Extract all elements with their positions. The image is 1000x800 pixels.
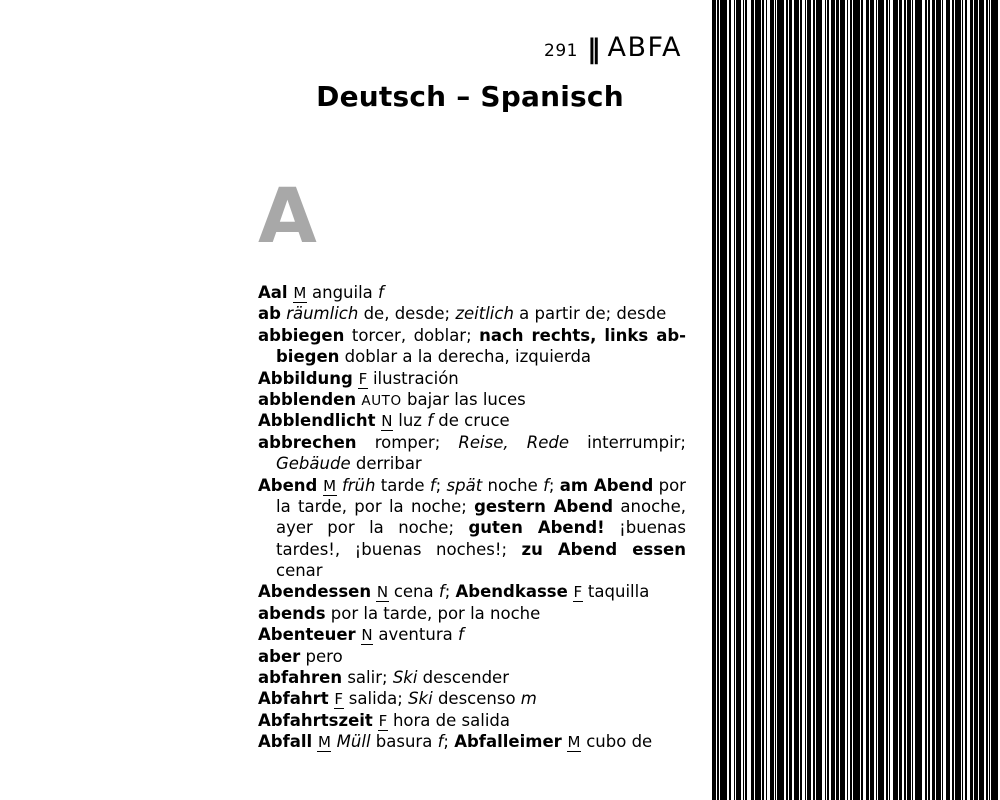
entry-italic-label: f (543, 475, 549, 495)
barcode-bar (786, 0, 788, 800)
barcode-bar (800, 0, 802, 800)
entry-text: de, desde; (358, 304, 456, 324)
entry-text: luz (393, 411, 428, 431)
barcode-bar (876, 0, 877, 800)
gender-marker: N (376, 583, 389, 602)
entry-text: ; (444, 582, 456, 602)
entry-text: interrumpir; (568, 432, 686, 452)
entry-text: ¡buenas tardes!, ¡buenas noches!; (276, 518, 687, 559)
dictionary-entry (258, 368, 686, 389)
entry-headword: Abblendlicht (258, 411, 376, 431)
entry-headword: ab (258, 304, 281, 324)
entry-headword: abends (258, 603, 326, 623)
barcode-bar (904, 0, 906, 800)
dictionary-entry (258, 432, 686, 475)
gender-marker: F (334, 690, 344, 709)
barcode-bar (813, 0, 815, 800)
barcode-bar (907, 0, 911, 800)
section-letter: A (258, 171, 318, 260)
barcode-bar (807, 0, 811, 800)
barcode-bar (989, 0, 990, 800)
entry-italic-label: Gebäude (276, 454, 351, 474)
gender-marker: M (323, 476, 337, 495)
gender-marker: N (381, 412, 393, 431)
barcode-bar (886, 0, 888, 800)
dictionary-entry (258, 389, 686, 410)
page-title: Deutsch – Spanisch (316, 80, 624, 113)
barcode-bar (870, 0, 874, 800)
entry-italic-label: zeitlich (455, 304, 514, 324)
barcode-bar (912, 0, 913, 800)
barcode-bar (979, 0, 984, 800)
barcode-bar (762, 0, 764, 800)
barcode-bar (970, 0, 973, 800)
barcode-bar (915, 0, 922, 800)
entry-text: anguila (306, 283, 379, 302)
barcode-bar (794, 0, 799, 800)
entry-text: hora de salida (387, 710, 510, 730)
entry-headword: Abenteuer (258, 625, 356, 645)
barcode-bar (770, 0, 774, 800)
entry-headword: Abfall (258, 732, 313, 752)
entry-italic-label: räumlich (286, 304, 359, 324)
entry-text: derribar (350, 454, 422, 474)
barcode-bar (965, 0, 967, 800)
gender-marker: M (293, 284, 307, 302)
gender-marker: F (378, 711, 388, 730)
barcode-bar (805, 0, 806, 800)
barcode-bar (853, 0, 860, 800)
dictionary-entry (258, 410, 686, 431)
barcode-bar (974, 0, 978, 800)
barcode-bar (946, 0, 950, 800)
entry-headword: abblenden (258, 389, 357, 409)
entry-text: por la tarde, por la noche; (276, 475, 686, 516)
entry-headword: Abfahrtszeit (258, 710, 373, 730)
barcode-bar (766, 0, 767, 800)
entry-list (258, 282, 686, 753)
entry-text: ; (435, 475, 447, 495)
entry-headword: Abfalleimer (454, 732, 562, 752)
double-bar-icon: ‖ (586, 34, 599, 65)
barcode-bar (743, 0, 744, 800)
barcode-bar (962, 0, 963, 800)
entry-italic-label: Ski (408, 689, 433, 709)
dictionary-entry (258, 303, 686, 324)
dictionary-entry (258, 667, 686, 688)
entry-text: tarde (375, 475, 430, 495)
entry-text: basura (370, 732, 438, 752)
entry-headword: Abendessen (258, 582, 372, 602)
entry-italic-label: Reise, Rede (458, 432, 569, 452)
entry-text: a partir de; desde (513, 304, 667, 324)
barcode-bar (942, 0, 943, 800)
entry-italic-label: f (438, 582, 445, 602)
barcode-bar (729, 0, 731, 800)
barcode-bar (952, 0, 954, 800)
barcode-bar (789, 0, 792, 800)
entry-text: salida; (343, 689, 409, 709)
entry-headword: Aal (258, 283, 288, 302)
entry-italic-label: f (429, 475, 436, 495)
entry-italic-label: Ski (392, 667, 418, 687)
entry-text: de cruce (433, 411, 510, 431)
dictionary-entry (258, 603, 686, 624)
barcode-bar (936, 0, 941, 800)
entry-headword: am Abend (559, 475, 654, 495)
text-column (258, 0, 688, 800)
barcode-bar (850, 0, 852, 800)
dictionary-entry (258, 581, 686, 602)
entry-italic-label: f (427, 411, 434, 431)
barcode-bar (928, 0, 930, 800)
entry-text: cena (388, 582, 439, 602)
entry-text: anoche, ayer por la noche; (276, 496, 686, 538)
dictionary-entry (258, 325, 686, 368)
entry-text (376, 411, 381, 430)
barcode-bar (751, 0, 754, 800)
barcode-bar (734, 0, 735, 800)
barcode-bar (736, 0, 741, 800)
barcode-bar (878, 0, 884, 800)
entry-text: aventura (373, 625, 458, 645)
entry-headword: Abbildung (258, 368, 353, 388)
entry-text: torcer, doblar; (344, 325, 480, 345)
barcode-bar (831, 0, 835, 800)
entry-text: por la tarde, por la noche (325, 603, 541, 623)
barcode-bar (827, 0, 829, 800)
barcode-bar (745, 0, 747, 800)
dictionary-entry (258, 475, 686, 582)
barcode-bar (889, 0, 890, 800)
barcode-bar (816, 0, 822, 800)
entry-text: doblar a la derecha, izquierda (339, 347, 592, 367)
dictionary-entry (258, 688, 686, 709)
entry-headword: aber (258, 646, 301, 666)
entry-italic-label: Müll (336, 732, 371, 752)
entry-headword: abbrechen (258, 432, 357, 452)
entry-text: descender (417, 667, 509, 687)
entry-text: taquilla (582, 582, 650, 602)
entry-headword: gestern Abend (474, 496, 614, 516)
barcode-bar (712, 0, 716, 800)
barcode-bar (755, 0, 761, 800)
barcode-bar (986, 0, 988, 800)
barcode-bar (925, 0, 927, 800)
entry-text: salir; (342, 667, 393, 687)
entry-text: cubo de (580, 732, 653, 752)
gender-marker: M (317, 733, 331, 752)
entry-italic-label: f (378, 283, 384, 302)
entry-text: romper; (356, 432, 459, 452)
gender-marker: M (567, 733, 581, 752)
entry-headword: Abfahrt (258, 689, 329, 709)
barcode-bar (861, 0, 863, 800)
entry-headword: abbiegen (258, 325, 345, 345)
subject-abbreviation: AUTO (361, 392, 402, 409)
entry-text: cenar (276, 561, 323, 581)
dictionary-entry (258, 731, 686, 752)
gender-marker: F (573, 583, 583, 602)
barcode-bars (712, 0, 1000, 800)
dictionary-entry (258, 282, 686, 303)
entry-headword: nach rechts, links ab-biegen (276, 325, 686, 367)
barcode-bar (899, 0, 902, 800)
running-header (258, 32, 682, 63)
barcode-bar (717, 0, 719, 800)
barcode-bar (836, 0, 839, 800)
entry-italic-label: m (520, 689, 537, 709)
entry-text: noche (482, 475, 544, 495)
entry-headword: Abend (258, 475, 318, 495)
dictionary-entry (258, 624, 686, 645)
entry-text: descenso (432, 689, 521, 709)
entry-italic-label: f (437, 732, 444, 752)
entry-headword: zu Abend essen (521, 539, 686, 559)
barcode-bar (720, 0, 727, 800)
entry-text: ; (443, 732, 455, 752)
entry-text (317, 476, 322, 495)
barcode-bar (893, 0, 898, 800)
page-edge-barcode (712, 0, 1000, 800)
dictionary-entry (258, 710, 686, 731)
barcode-bar (777, 0, 784, 800)
barcode-bar (840, 0, 845, 800)
gender-marker: N (361, 626, 373, 645)
entry-text: pero (300, 646, 343, 666)
entry-text: ilustración (367, 368, 459, 388)
entry-text: bajar las luces (401, 389, 526, 409)
barcode-bar (847, 0, 848, 800)
gender-marker: F (358, 369, 368, 388)
dictionary-entry (258, 646, 686, 667)
barcode-bar (775, 0, 776, 800)
folio-number: 291 (544, 41, 578, 61)
barcode-bar (955, 0, 961, 800)
barcode-bar (991, 0, 998, 800)
barcode-bar (866, 0, 869, 800)
entry-headword: abfahren (258, 667, 343, 687)
running-head-text: ABFA (607, 32, 682, 63)
entry-italic-label: früh (341, 475, 376, 495)
barcode-bar (825, 0, 826, 800)
entry-headword: guten Abend! (468, 518, 605, 538)
entry-italic-label: f (457, 625, 464, 645)
entry-text: ; (548, 475, 560, 495)
entry-headword: Abendkasse (455, 582, 568, 602)
entry-italic-label: spät (446, 475, 483, 495)
barcode-bar (932, 0, 935, 800)
